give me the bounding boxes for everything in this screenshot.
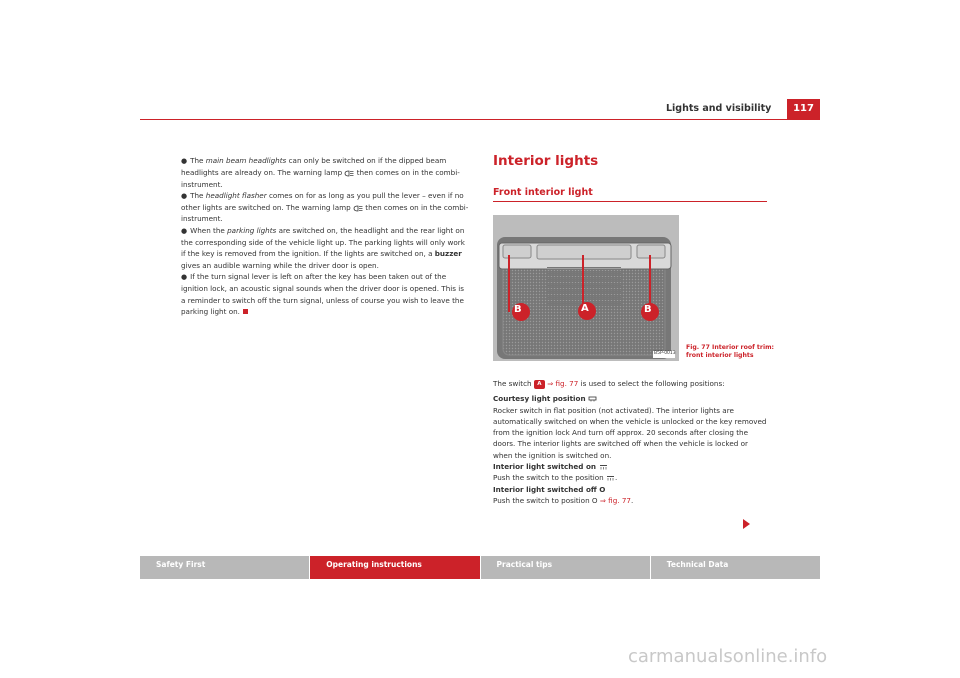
page-number: 117 bbox=[787, 99, 820, 119]
page-header-title: Lights and visibility bbox=[666, 103, 772, 114]
footer-tab-operating-instructions[interactable]: Operating instructions bbox=[310, 556, 479, 579]
fig-77-link[interactable]: ⇒ fig. 77 bbox=[547, 379, 579, 388]
bullet-icon: ● bbox=[181, 157, 188, 165]
next-page-arrow-icon bbox=[743, 519, 750, 529]
paragraph-courtesy: Rocker switch in flat position (not activated). The interior lights are automatically switched on when the vehicle is unlocked or the key removed from the ignition lock And turn off approx. 20 seconds after closing the doors. The interior lights are switched off when the vehicle is locked or when the ignition is switched on. bbox=[493, 405, 767, 460]
figure-code: B5P-0013 bbox=[654, 351, 676, 356]
bullet-main-beam: ● The main beam headlights can only be switched on if the dipped beam headlights are already on. The warning lamp then comes on in the combi-instrument. bbox=[181, 156, 460, 189]
intro-paragraph: The switch A ⇒ fig. 77 is used to select the following positions: bbox=[493, 379, 725, 388]
figure-caption-line2: front interior lights bbox=[686, 352, 754, 359]
paragraph-light-off: Push the switch to position O ⇒ fig. 77. bbox=[493, 495, 634, 505]
label-b-right: B bbox=[644, 304, 652, 315]
interior-light-on-icon bbox=[599, 464, 608, 470]
heading-courtesy: Courtesy light position bbox=[493, 393, 769, 404]
courtesy-light-icon bbox=[588, 396, 597, 402]
figure-caption-line1: Fig. 77 Interior roof trim: bbox=[686, 344, 774, 351]
roof-trim-illustration bbox=[493, 215, 679, 361]
figure-interior-light bbox=[493, 215, 679, 361]
figure-caption bbox=[686, 344, 776, 360]
label-b-left: B bbox=[514, 304, 522, 315]
bullet-turn-signal: ● If the turn signal lever is left on after the key has been taken out of the ignition lock, an acoustic signal sounds when the driver door is opened. This is a reminder to switch off the turn signal, unless of course you wish to leave the parking light on. bbox=[181, 271, 465, 316]
bullet-parking-lights: ● When the parking lights are switched on, the headlight and the rear light on the corresponding side of the vehicle light up. The parking lights will only work if the key is removed from the ignition. If the lights are switched on, a buzzer gives an audible warning while the driver door is open. bbox=[181, 225, 465, 270]
header-divider bbox=[140, 119, 820, 120]
bullet-icon: ● bbox=[181, 191, 188, 200]
heading-light-off: Interior light switched off O bbox=[493, 484, 606, 494]
paragraph-light-on: Push the switch to the position . bbox=[493, 473, 618, 483]
subsection-divider bbox=[493, 201, 767, 202]
bullet-icon: ● bbox=[181, 272, 188, 281]
interior-light-on-icon bbox=[606, 475, 615, 481]
right-column bbox=[493, 378, 769, 506]
end-of-section-marker-icon bbox=[243, 309, 248, 314]
bullet-headlight-flasher: ● The headlight flasher comes on for as long as you pull the lever – even if no other lights are switched on. The warning lamp then comes on in the combi-instrument. bbox=[181, 190, 469, 224]
subsection-title: Front interior light bbox=[493, 187, 593, 198]
footer-tab-technical-data[interactable]: Technical Data bbox=[651, 556, 820, 579]
fig-77-link[interactable]: ⇒ fig. 77 bbox=[599, 495, 631, 505]
left-column bbox=[181, 155, 470, 317]
main-beam-warning-lamp-icon bbox=[344, 170, 354, 177]
switch-a-badge: A bbox=[534, 380, 545, 389]
heading-light-on: Interior light switched on bbox=[493, 461, 769, 472]
footer-tab-safety-first[interactable]: Safety First bbox=[140, 556, 309, 579]
footer-nav bbox=[140, 556, 820, 579]
footer-tab-practical-tips[interactable]: Practical tips bbox=[481, 556, 650, 579]
watermark: carmanualsonline.info bbox=[628, 646, 828, 667]
bullet-icon: ● bbox=[181, 226, 188, 235]
main-beam-warning-lamp-icon bbox=[353, 205, 363, 212]
label-a: A bbox=[581, 303, 589, 314]
section-title: Interior lights bbox=[493, 153, 599, 169]
